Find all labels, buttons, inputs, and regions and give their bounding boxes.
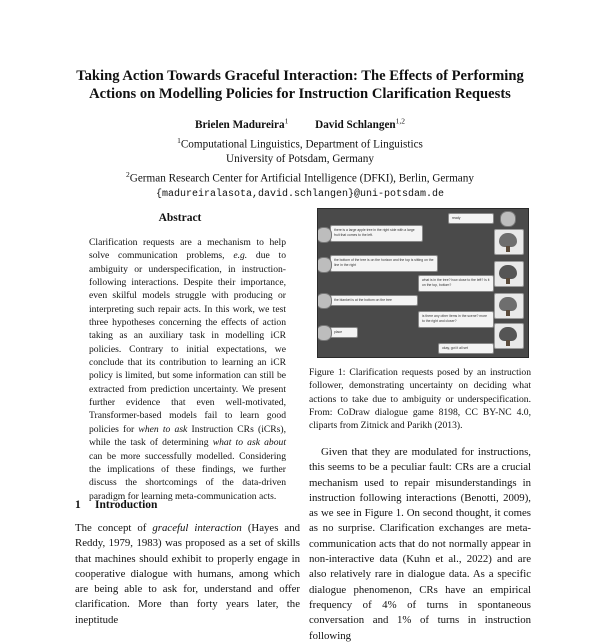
- scene-thumbnail: [494, 261, 524, 287]
- author-email: {madureiralasota,david.schlangen}@uni-potsdam.de: [155, 189, 445, 201]
- figure-1-caption: Figure 1: Clarification requests posed by an instruction follower, demonstrating uncertainty on deciding what actions to take due to ambiguity or underspecification. From: CoDraw dialogue game 8198, CC BY-NC 4.0, cliparts from Zitnick and Parikh (2013).: [309, 367, 531, 432]
- author-2: David Schlangen$^{1,2}$: [315, 116, 406, 131]
- dialogue-bubble: what is in the tree? how close to the left? Is it on the top, bottom?: [418, 275, 494, 292]
- paper-title: [60, 67, 540, 103]
- affiliation-1-location: University of Potsdam, Germany: [226, 153, 374, 166]
- dialogue-bubble: ready: [448, 213, 494, 224]
- figure-1-dialogue: [317, 208, 529, 358]
- section-heading-introduction: 1 Introduction: [75, 499, 158, 511]
- author-1: Brielen Madureira$^1$: [194, 116, 289, 131]
- affiliation-1: $^1$Computational Linguistics, Department of Linguistics: [177, 135, 423, 151]
- teller-avatar: [317, 257, 332, 273]
- author-block: [60, 113, 540, 202]
- introduction-body: The concept of graceful interaction (Hayes and Reddy, 1979, 1983) was proposed as a set of skills that machines should exhibit to properly engage in cooperative dialogue with humans, among which are being able to ask for, understand and offer clarification. More than forty years later, the ineptitude: [75, 522, 300, 626]
- teller-avatar: [317, 227, 332, 243]
- title-line-1: Taking Action Towards Graceful Interaction: The Effects of Performing: [76, 68, 524, 84]
- teller-avatar: [317, 325, 332, 341]
- title-line-2: Actions on Modelling Policies for Instruction Clarification Requests: [89, 86, 511, 102]
- section-number: 1: [75, 499, 81, 511]
- abstract-body: Clarification requests are a mechanism to help solve communication problems, e.g. due to ambiguity or underspecification, in instruction-following interactions. Despite their importance, even skilful models struggle with producing or interpreting such repair acts. In this work, we test three hypotheses concerning the effects of action taking as an auxiliary task in modelling iCR policies. Contrary to initial expectations, we conclude that its contribution to learning an iCR policy is limited, but some information can still be extracted from prediction uncertainty. We present further evidence that even well-motivated, Transformer-based models fail to learn good policies for when to ask Instruction CRs (iCRs), while the task of determining what to ask about can be more successfully modelled. Considering the implications of these findings, we further discuss the shortcomings of the data-driven paradigm for learning meta-communication acts.: [89, 237, 286, 502]
- author-names: [60, 113, 540, 133]
- dialogue-bubble: the bottom of the tree is on the horizon and the top is sitting on the line in the right: [330, 255, 438, 272]
- abstract-heading: Abstract: [158, 212, 202, 224]
- teller-avatar: [317, 293, 332, 309]
- dialogue-bubble: okay, got it all set: [438, 343, 494, 354]
- scene-thumbnail: [494, 323, 524, 349]
- scene-thumbnail: [494, 293, 524, 319]
- affiliation-2: $^2$German Research Center for Artificial Intelligence (DFKI), Berlin, Germany: [126, 170, 474, 186]
- follower-avatar: [500, 211, 516, 227]
- scene-thumbnail: [494, 229, 524, 255]
- right-column-body: Given that they are modulated for instructions, this seems to be a peculiar fault: CRs are a crucial mechanism used to repair misunderstandings in instruction following interactions (Benotti, 2009), as we see in Figure 1. On second thought, it comes as no surprise. Clarification exchanges are meta-communication acts that do not normally appear in non-interactive data (Kuhn et al., 2022) and are also relatively rare in dialogue data. As a specific dialogue phenomenon, CRs have an empirical frequency of 4% of turns in spontaneous conversation and 1% of turns in instruction following: [309, 446, 531, 642]
- dialogue-bubble: place: [330, 327, 358, 338]
- dialogue-bubble: there is a large apple tree in the right side with a large fruit that comes to the left.: [330, 225, 423, 242]
- dialogue-bubble: is there any other items in the scene? more to the right and closer?: [418, 311, 494, 328]
- dialogue-bubble: the blanket is at the bottom on the tree: [330, 295, 418, 306]
